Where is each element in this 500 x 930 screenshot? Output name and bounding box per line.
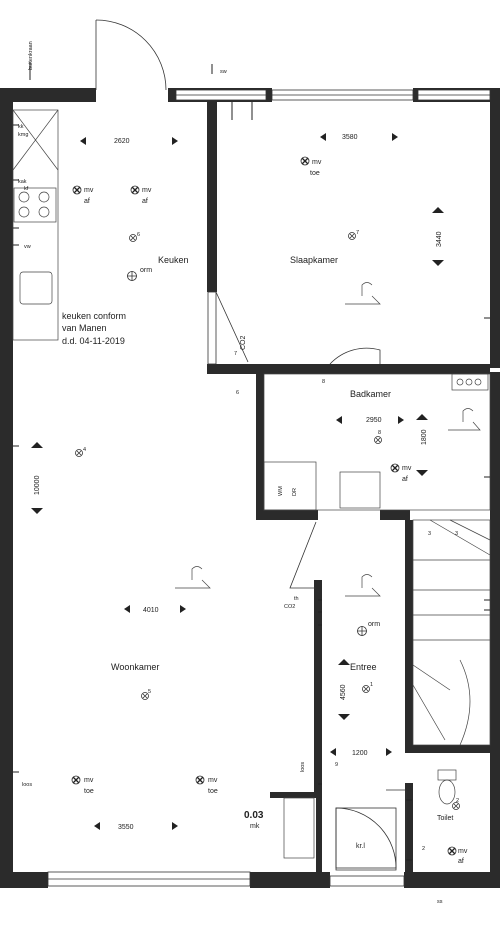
smoke-detector-icon xyxy=(127,267,152,281)
svg-text:mv: mv xyxy=(208,777,218,784)
door-bedroom xyxy=(208,292,248,364)
staircase xyxy=(413,520,490,745)
front-door-panel xyxy=(336,808,396,868)
dim-bedroom-width xyxy=(320,133,398,141)
mv-toe-bedroom xyxy=(301,157,322,177)
washbasin-icon xyxy=(340,472,380,508)
wall-bath-bottom-right xyxy=(380,510,410,520)
light-point-icon xyxy=(130,232,141,242)
svg-text:10000: 10000 xyxy=(34,475,41,495)
label-co2-bedroom: CO2 xyxy=(240,335,247,350)
num-3b: 3 xyxy=(455,531,459,537)
svg-text:af: af xyxy=(458,858,464,865)
svg-text:orm: orm xyxy=(140,267,153,274)
wall-bath-bottom-left xyxy=(256,510,318,520)
room-bedroom: Slaapkamer xyxy=(290,255,339,265)
wall-mk-right xyxy=(316,792,322,872)
ceiling-lamp-icon xyxy=(448,409,480,431)
svg-text:mv: mv xyxy=(402,465,412,472)
label-kk: kk xyxy=(18,124,24,130)
num-9: 9 xyxy=(335,762,339,768)
wall-bedroom-bottom xyxy=(207,364,490,374)
mk-value: 0.03 xyxy=(244,810,264,821)
label-sw: sw xyxy=(220,69,227,75)
hob xyxy=(14,188,56,222)
label-loos-entree: loos xyxy=(300,761,306,772)
light-point-icon xyxy=(76,447,87,457)
svg-text:8: 8 xyxy=(378,430,382,436)
ceiling-lamp-icon xyxy=(345,575,380,597)
svg-text:4560: 4560 xyxy=(340,684,347,700)
svg-text:mv: mv xyxy=(142,187,152,194)
mv-af-kitchen-right xyxy=(131,186,152,205)
light-point-icon xyxy=(453,798,460,810)
ceiling-lamp-icon xyxy=(345,283,380,305)
room-entrance: Entree xyxy=(350,662,377,672)
svg-text:1800: 1800 xyxy=(421,429,428,445)
svg-text:2620: 2620 xyxy=(114,138,130,145)
outer-walls xyxy=(0,88,500,888)
room-kitchen: Keuken xyxy=(158,255,189,265)
svg-text:2: 2 xyxy=(422,846,426,852)
note-line3: d.d. 04-11-2019 xyxy=(62,336,125,346)
label-mk: mk xyxy=(250,823,260,830)
label-dr: DR xyxy=(292,488,298,496)
label-kf: kf xyxy=(24,186,29,192)
front-door-frame xyxy=(330,876,404,886)
toilet-icon xyxy=(422,770,456,852)
room-toilet: Toilet xyxy=(437,815,454,822)
kitchen-counter xyxy=(13,110,58,340)
svg-text:1: 1 xyxy=(370,682,374,688)
wall-bottom-right xyxy=(404,872,500,888)
dim-entrance-height xyxy=(338,659,350,720)
kitchen-worktop xyxy=(13,110,58,340)
label-co2-entree: CO2 xyxy=(284,604,296,610)
svg-text:6: 6 xyxy=(137,232,141,238)
light-point-icon xyxy=(142,689,152,700)
burner-icon xyxy=(39,192,49,202)
svg-text:4010: 4010 xyxy=(143,607,159,614)
label-ss: ss xyxy=(437,899,443,905)
svg-text:3580: 3580 xyxy=(342,134,358,141)
wall-stairs xyxy=(405,520,413,745)
wall-toilet-top xyxy=(405,745,490,753)
num-7: 7 xyxy=(234,351,238,357)
svg-text:mv: mv xyxy=(84,777,94,784)
mv-af-toilet xyxy=(448,847,468,865)
note-line1: keuken conform xyxy=(62,311,127,321)
svg-text:2: 2 xyxy=(456,798,460,804)
wall-left xyxy=(0,88,13,888)
door-entree-living xyxy=(290,522,316,588)
dim-living-height xyxy=(31,442,43,514)
mv-af-kitchen-left xyxy=(73,186,94,205)
heater-icon xyxy=(452,374,488,390)
front-door-swing xyxy=(336,808,396,870)
svg-text:toe: toe xyxy=(310,170,320,177)
svg-text:mv: mv xyxy=(312,159,322,166)
mv-toe-living-right xyxy=(196,776,218,795)
ceiling-lamp-icon xyxy=(175,567,210,589)
svg-text:toe: toe xyxy=(208,788,218,795)
wall-bottom-middle xyxy=(250,872,330,888)
label-loos-living: loos xyxy=(22,782,33,788)
light-point-icon xyxy=(375,430,382,444)
sink-icon xyxy=(20,272,52,304)
wall-bottom-left xyxy=(0,872,48,888)
room-bathroom: Badkamer xyxy=(350,389,392,399)
windows xyxy=(48,90,490,886)
dim-entrance-width xyxy=(330,748,392,757)
svg-text:toe: toe xyxy=(84,788,94,795)
svg-text:1200: 1200 xyxy=(352,750,368,757)
wall-kitchen-bedroom xyxy=(207,102,217,292)
label-kak: kak xyxy=(18,179,27,185)
num-6: 6 xyxy=(236,390,240,396)
wall-right-bath xyxy=(490,372,500,522)
outlet-markers xyxy=(13,62,490,860)
label-th: th xyxy=(294,596,299,602)
room-living: Woonkamer xyxy=(111,662,160,672)
light-point-icon xyxy=(349,230,360,240)
svg-text:mv: mv xyxy=(84,187,94,194)
svg-text:af: af xyxy=(84,198,90,205)
label-wm: WM xyxy=(278,486,284,496)
interior-walls xyxy=(207,102,490,875)
door-bathroom xyxy=(330,348,380,364)
label-vw: vw xyxy=(24,244,31,250)
dim-living-mid-width xyxy=(124,605,186,614)
svg-text:af: af xyxy=(402,476,408,483)
dim-bathroom-width xyxy=(336,416,404,424)
dim-living-bottom-width xyxy=(94,822,178,831)
smoke-detector-icon xyxy=(357,621,380,636)
light-point-icon xyxy=(363,682,374,693)
svg-text:4: 4 xyxy=(83,447,87,453)
svg-text:5: 5 xyxy=(148,689,152,695)
dim-bedroom-height xyxy=(432,207,444,266)
num-3: 3 xyxy=(428,531,432,537)
svg-text:2950: 2950 xyxy=(366,417,382,424)
washer-dryer-area xyxy=(264,462,316,510)
num-8: 8 xyxy=(322,379,326,385)
dim-kitchen-width xyxy=(80,137,178,145)
mv-af-bathroom xyxy=(391,464,412,483)
svg-text:af: af xyxy=(142,198,148,205)
meter-cupboard xyxy=(244,798,365,858)
svg-text:3550: 3550 xyxy=(118,824,134,831)
dim-bathroom-height xyxy=(416,414,428,476)
label-krl: kr.l xyxy=(356,843,365,850)
label-kmg: kmg xyxy=(18,132,29,138)
wall-bath-left xyxy=(256,374,264,518)
burner-icon xyxy=(19,207,29,217)
svg-text:7: 7 xyxy=(356,230,360,236)
label-buitenkraan: buitenkraan xyxy=(28,41,34,70)
burner-icon xyxy=(19,192,29,202)
svg-text:3440: 3440 xyxy=(436,231,443,247)
wall-mk-top xyxy=(270,792,322,798)
mv-toe-living-left xyxy=(72,776,94,795)
svg-text:orm: orm xyxy=(368,621,381,628)
wall-right-lower xyxy=(490,520,500,888)
wall-top-left xyxy=(0,88,96,102)
svg-text:mv: mv xyxy=(458,848,468,855)
wall-right-upper xyxy=(490,88,500,368)
front-door-top xyxy=(96,20,166,90)
burner-icon xyxy=(39,207,49,217)
note-line2: van Manen xyxy=(62,323,107,333)
